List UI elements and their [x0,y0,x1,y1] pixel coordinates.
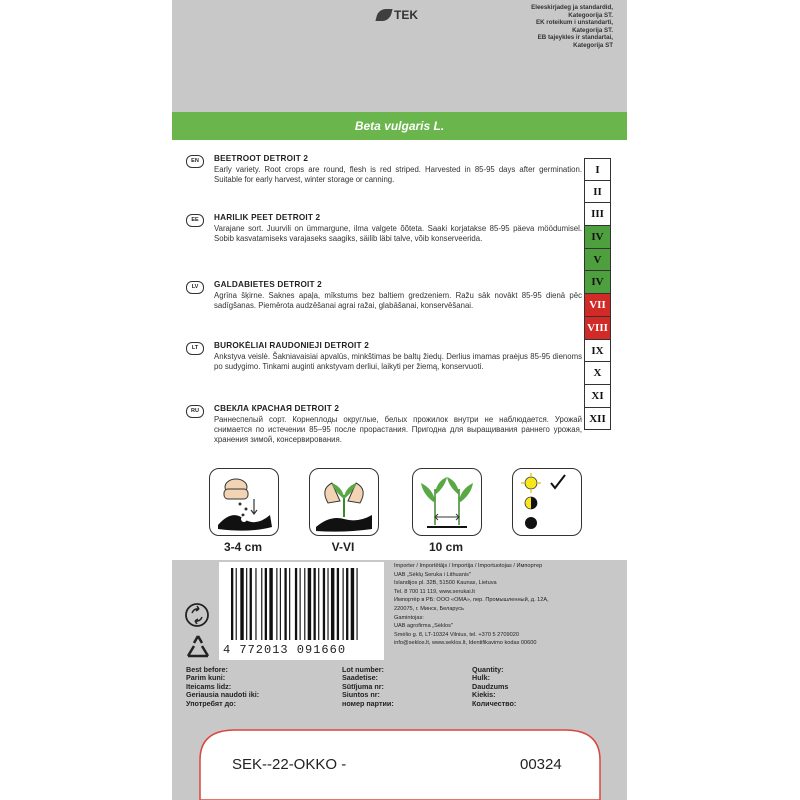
sunlight-icon [512,468,582,536]
lang-badge: LV [186,281,204,294]
packet-bottom-arch [0,700,800,800]
info-label: Количество: [472,698,517,708]
barcode-bar [327,568,328,640]
sowing-depth-caption: 3-4 cm [223,540,263,554]
plant-spacing-icon [412,468,482,536]
packet-code-right: 00324 [520,756,562,773]
barcode-bar [269,568,272,640]
lang-body: Agrīna šķirne. Saknes apaļa, mīkstums bez baltiem gredzeniem. Ražu sāk novākt 85-95 dienā pēc sadīgšanas. Piemērota audzēšanai agrai ražai, glabāšanai, konservēšanai. [214,291,582,311]
lang-badge: EN [186,155,204,168]
importer-line: Importer / Importētājs / Importija / Importuotojas / Импортер [394,563,543,569]
importer-line: Tel. 8 700 11 119, www.serukai.lt [394,588,475,595]
barcode-bar [346,568,348,640]
month-cell: III [584,203,611,226]
sowing-depth-icon [209,468,279,536]
packet-top [172,0,627,128]
barcode-bar [357,568,358,640]
category-notes [443,4,613,50]
latin-name-banner [172,112,627,140]
barcode-bar [236,568,237,640]
plant-spacing-caption: 10 cm [428,540,464,554]
barcode-bar [295,568,297,640]
lang-body: Ankstyva veislė. Šakniavaisiai apvalūs, minkštimas be baltų žiedų. Derlius imamas praėjus 85-95 dienoms po sudygimo. Tinkami auginti ankstyvam derliui, laikyti per žiemą, konservuoti. [214,352,582,372]
barcode-digits: 4 772013 091660 [223,643,347,657]
info-label: Kiekis: [472,690,496,700]
month-cell: XII [584,408,611,431]
info-label: Parim kuni: [186,673,226,683]
month-cell: X [584,362,611,385]
category-note: Kategorija ST [573,41,613,49]
barcode-bar [300,568,301,640]
month-cell: IV [584,226,611,249]
lang-badge: EE [186,214,204,227]
info-label: Saadetise: [342,673,378,683]
recycle-circle-icon [184,602,210,628]
barcode-bar [308,568,311,640]
sowing-calendar [584,158,611,430]
leaf-logo-icon [375,9,392,21]
latin-name: Beta vulgaris L. [354,119,445,133]
month-cell: IV [584,271,611,294]
barcode-bar [337,568,339,640]
barcode [219,562,384,660]
barcode-bar [351,568,354,640]
importer-line: Smėlio g. 8, LT-10324 Vilnius, tel. +370 5 2709020 [394,631,519,638]
month-cell: IX [584,340,611,363]
packet-lower [172,560,627,720]
description-panel [172,140,627,470]
barcode-bar [280,568,281,640]
importer-line: Gamintojas: [394,614,424,621]
importer-line: 220075, г. Минск, Беларусь [394,605,464,612]
barcode-bar [343,568,344,640]
barcode-bar [323,568,325,640]
category-note: EK roteikum i unstandarti, [535,19,613,27]
barcode-bar [304,568,305,640]
category-note: Eleeskirjadeg ja standardid, [531,4,613,11]
lang-title: HARILIK PEET DETROIT 2 [214,213,321,222]
sowing-time-icon [309,468,379,536]
barcode-bar [276,568,277,640]
month-cell: VIII [584,317,611,340]
logo-text: TEK [394,8,418,22]
month-cell: V [584,249,611,272]
category-note: Kategorija ST. [572,26,613,34]
info-label: Geriausia naudoti iki: [186,690,260,700]
lang-body: Early variety. Root crops are round, flesh is red striped. Harvested in 85-95 days after germination. Suitable for early harvest, winter storage or canning. [214,165,582,185]
lang-body: Раннеспелый сорт. Корнеплоды округлые, белых прожилок внутри не наблюдается. Урожай снимается по истечении 85–95 после прорастания. Пригодна для выращивания раннего урожая, хранения зимой, консервирования. [214,415,582,445]
barcode-bar [289,568,290,640]
info-label: Siuntos nr: [342,690,380,700]
info-label: Hulk: [472,673,490,683]
info-label: Lot number: [342,665,384,674]
lang-body: Varajane sort. Juurvili on ümmargune, ilma valgete õõteta. Saaki korjatakse 85-95 päeva möödumisel. Sobib kasvatamiseks varajaseks saagiks, säilib läbi talve, võib konserveerida. [214,224,582,244]
month-cell: I [584,158,611,181]
lang-badge: LT [186,342,204,355]
importer-info [394,562,619,648]
importer-line: info@seklos.lt, www.seklos.lt, Identifikavimo kodas 00600 [394,640,537,647]
barcode-bar [240,568,243,640]
lang-badge: RU [186,405,204,418]
lang-title: СВЕКЛА КРАСНАЯ DETROIT 2 [214,404,340,413]
lang-title: GALDABIETES DETROIT 2 [214,280,322,289]
info-label: Daudzums [472,681,509,691]
importer-line: UAB „Sėklų Seruka i Lithuanis" [394,571,471,578]
importer-line: Импортёр в РБ: ООО «ОМА», пер. Промышленный, д. 12А, [394,597,549,604]
barcode-bar [314,568,316,640]
seed-packet-back [172,0,627,800]
barcode-bar [265,568,267,640]
importer-line: Islandijos pl. 32B, 51500 Kaunas, Lietuva [394,580,497,587]
lang-title: BEETROOT DETROIT 2 [214,154,309,163]
info-label: номер партии: [342,698,394,708]
month-cell: VII [584,294,611,317]
growing-icons-row [172,464,627,574]
info-label: Best before: [186,665,228,674]
barcode-bar [255,568,256,640]
info-label: Sūtījuma nr: [342,681,384,691]
month-cell: II [584,181,611,204]
packet-code-left: SEK--22-OKKO - [232,756,347,773]
barcode-bar [318,568,319,640]
lang-title: BUROKĖLIAI RAUDONIEJI DETROIT 2 [214,341,369,350]
barcode-bar [250,568,252,640]
barcode-bar [231,568,233,640]
importer-line: UAB agrofirma „Sėklos" [394,623,453,630]
month-cell: XI [584,385,611,408]
info-label: Quantity: [472,665,504,674]
barcode-bar [284,568,286,640]
barcode-bar [246,568,247,640]
info-label: Употребят до: [186,698,236,708]
barcode-bar [261,568,262,640]
category-note: EB tajeykles ir standartai, [537,34,613,42]
brand-logo [377,8,418,22]
recycle-triangle-icon [184,634,212,660]
sowing-time-caption: V-VI [331,540,355,554]
barcode-bar [331,568,334,640]
info-label: Iteicams lidz: [186,681,232,691]
category-note: Kategoorija ST. [568,11,613,19]
